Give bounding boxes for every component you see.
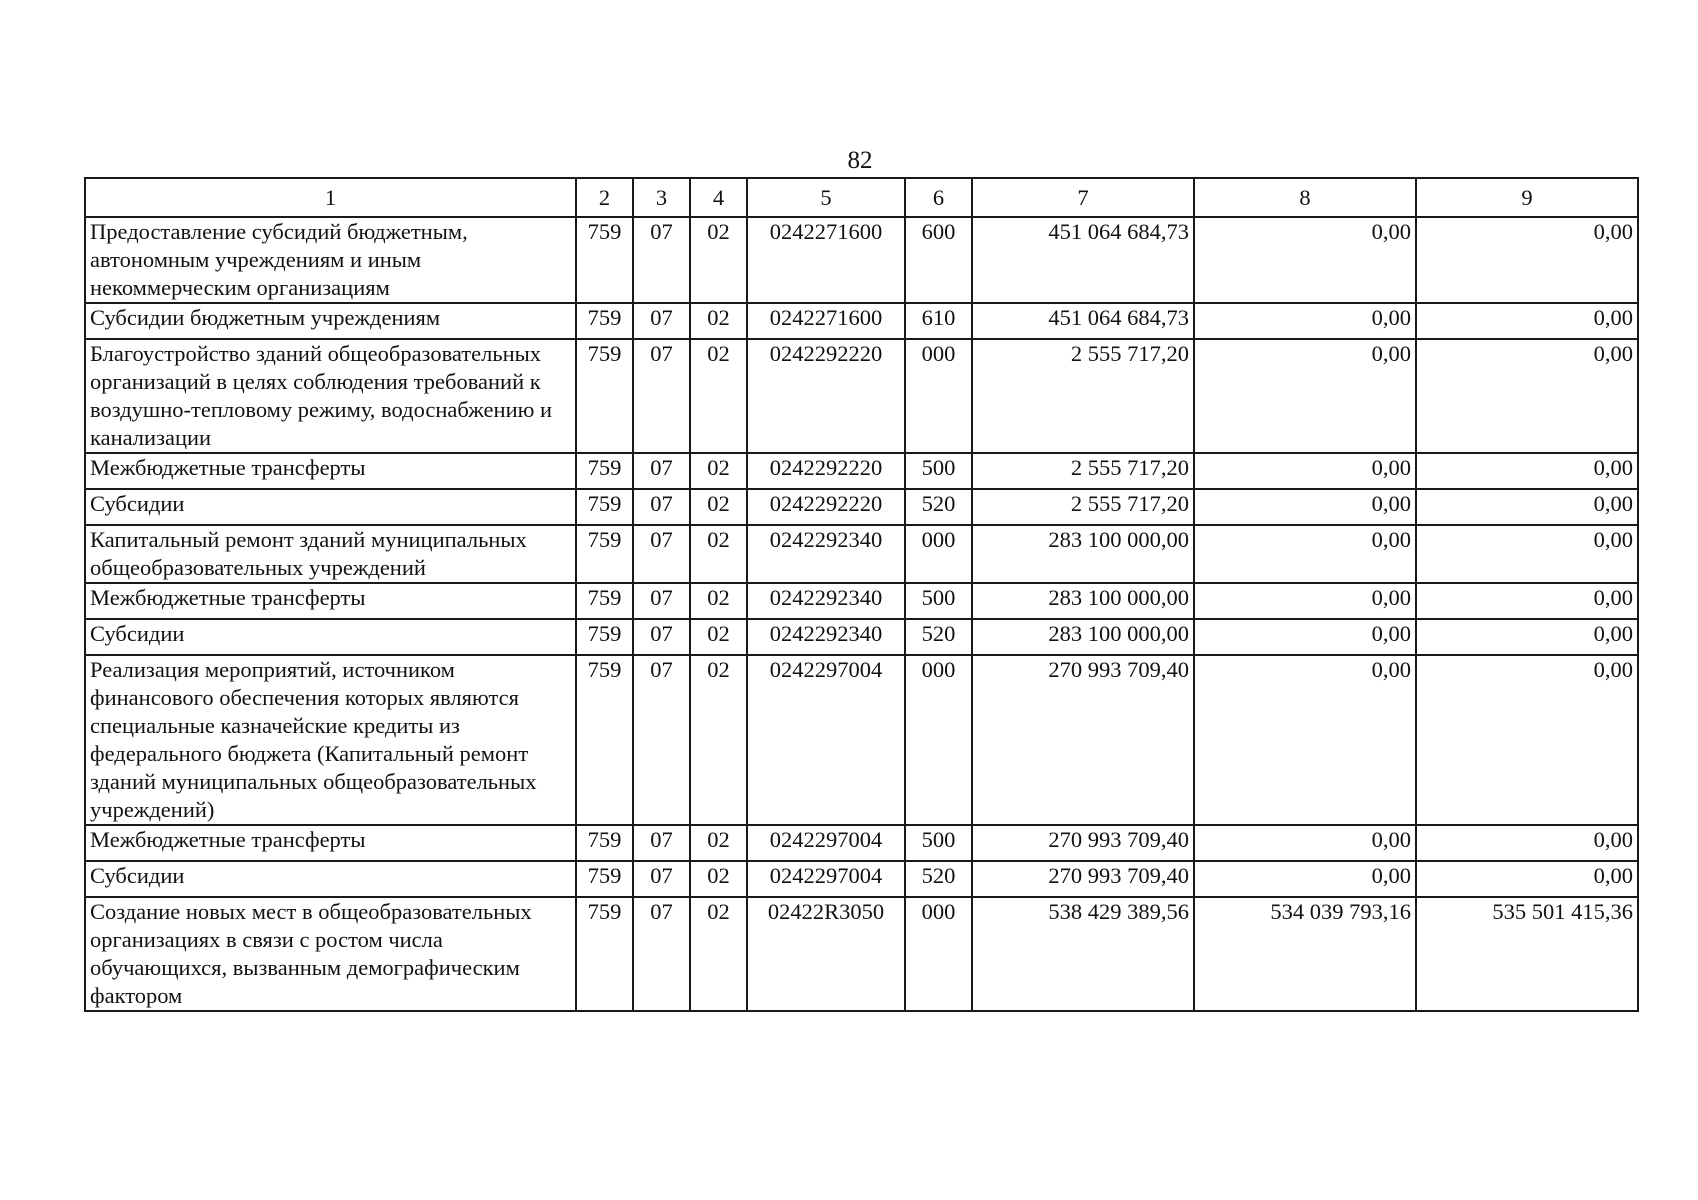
row-col-8: 0,00 [1194,619,1416,655]
row-name: Благоустройство зданий общеобразовательных организаций в целях соблюдения требований к воздушно-тепловому режиму, водоснабжению и канализации [85,339,576,453]
row-col-4: 02 [690,897,747,1011]
table-row [85,303,1638,339]
table-row [85,489,1638,525]
row-col-9: 0,00 [1416,303,1638,339]
table-body [85,217,1638,1011]
row-col-4: 02 [690,217,747,303]
row-col-7: 270 993 709,40 [972,825,1194,861]
row-col-4: 02 [690,489,747,525]
row-col-4: 02 [690,861,747,897]
row-col-4: 02 [690,619,747,655]
row-col-5: 0242292220 [747,489,905,525]
row-col-7: 451 064 684,73 [972,217,1194,303]
row-name: Субсидии [85,861,576,897]
row-name: Межбюджетные трансферты [85,453,576,489]
row-col-6: 520 [905,619,972,655]
row-col-5: 0242271600 [747,303,905,339]
row-name: Предоставление субсидий бюджетным, автономным учреждениям и иным некоммерческим организациям [85,217,576,303]
row-col-3: 07 [633,655,690,825]
row-col-8: 0,00 [1194,825,1416,861]
row-col-2: 759 [576,525,633,583]
row-col-6: 610 [905,303,972,339]
row-col-6: 000 [905,525,972,583]
row-col-9: 0,00 [1416,655,1638,825]
header-col-7: 7 [972,178,1194,217]
row-col-8: 0,00 [1194,453,1416,489]
page-number: 82 [847,147,873,174]
row-col-5: 0242292340 [747,619,905,655]
row-col-5: 0242297004 [747,861,905,897]
row-col-4: 02 [690,583,747,619]
row-col-3: 07 [633,303,690,339]
row-col-3: 07 [633,489,690,525]
header-col-6: 6 [905,178,972,217]
row-col-9: 535 501 415,36 [1416,897,1638,1011]
row-col-2: 759 [576,655,633,825]
row-col-8: 0,00 [1194,525,1416,583]
row-col-5: 0242292220 [747,339,905,453]
table-row [85,583,1638,619]
row-col-5: 0242292220 [747,453,905,489]
row-col-7: 2 555 717,20 [972,453,1194,489]
row-col-5: 0242271600 [747,217,905,303]
budget-table [84,177,1639,1012]
row-col-9: 0,00 [1416,525,1638,583]
row-col-6: 500 [905,583,972,619]
row-col-8: 0,00 [1194,655,1416,825]
row-col-8: 0,00 [1194,217,1416,303]
header-row [85,178,1638,217]
row-col-2: 759 [576,217,633,303]
table-row [85,339,1638,453]
table-row [85,217,1638,303]
row-col-3: 07 [633,217,690,303]
row-col-8: 0,00 [1194,489,1416,525]
row-col-5: 0242297004 [747,825,905,861]
row-col-4: 02 [690,525,747,583]
row-col-3: 07 [633,453,690,489]
row-col-4: 02 [690,453,747,489]
row-name: Межбюджетные трансферты [85,825,576,861]
row-col-8: 0,00 [1194,303,1416,339]
row-name: Создание новых мест в общеобразовательных организациях в связи с ростом числа обучающихся, вызванным демографическим фактором [85,897,576,1011]
row-col-6: 520 [905,861,972,897]
table-row [85,825,1638,861]
row-name: Реализация мероприятий, источником финансового обеспечения которых являются специальные казначейские кредиты из федерального бюджета (Капитальный ремонт зданий муниципальных общеобразовательных учреждений) [85,655,576,825]
row-col-2: 759 [576,583,633,619]
row-col-6: 000 [905,655,972,825]
row-col-3: 07 [633,897,690,1011]
row-col-2: 759 [576,825,633,861]
row-col-7: 283 100 000,00 [972,583,1194,619]
row-col-6: 000 [905,339,972,453]
row-col-5: 0242292340 [747,525,905,583]
row-col-9: 0,00 [1416,339,1638,453]
table-row [85,655,1638,825]
row-col-7: 270 993 709,40 [972,655,1194,825]
row-col-9: 0,00 [1416,861,1638,897]
row-col-8: 0,00 [1194,583,1416,619]
header-col-9: 9 [1416,178,1638,217]
row-col-9: 0,00 [1416,489,1638,525]
row-col-2: 759 [576,861,633,897]
row-col-8: 534 039 793,16 [1194,897,1416,1011]
row-name: Межбюджетные трансферты [85,583,576,619]
row-col-6: 000 [905,897,972,1011]
row-name: Субсидии бюджетным учреждениям [85,303,576,339]
row-col-2: 759 [576,619,633,655]
row-col-2: 759 [576,339,633,453]
row-col-2: 759 [576,453,633,489]
row-col-9: 0,00 [1416,825,1638,861]
row-col-4: 02 [690,339,747,453]
row-col-6: 600 [905,217,972,303]
row-name: Капитальный ремонт зданий муниципальных общеобразовательных учреждений [85,525,576,583]
row-col-7: 283 100 000,00 [972,619,1194,655]
table-row [85,619,1638,655]
row-name: Субсидии [85,489,576,525]
header-col-8: 8 [1194,178,1416,217]
row-col-7: 2 555 717,20 [972,489,1194,525]
row-col-4: 02 [690,655,747,825]
table-header [85,178,1638,217]
header-col-4: 4 [690,178,747,217]
row-col-2: 759 [576,897,633,1011]
header-col-2: 2 [576,178,633,217]
row-col-4: 02 [690,825,747,861]
row-col-9: 0,00 [1416,619,1638,655]
row-name: Субсидии [85,619,576,655]
row-col-6: 520 [905,489,972,525]
table-row [85,453,1638,489]
row-col-9: 0,00 [1416,583,1638,619]
row-col-9: 0,00 [1416,453,1638,489]
row-col-7: 451 064 684,73 [972,303,1194,339]
table-row [85,525,1638,583]
row-col-6: 500 [905,453,972,489]
row-col-3: 07 [633,825,690,861]
row-col-2: 759 [576,489,633,525]
header-col-5: 5 [747,178,905,217]
row-col-8: 0,00 [1194,339,1416,453]
row-col-2: 759 [576,303,633,339]
header-col-3: 3 [633,178,690,217]
row-col-5: 0242297004 [747,655,905,825]
row-col-5: 0242292340 [747,583,905,619]
row-col-8: 0,00 [1194,861,1416,897]
row-col-5: 02422R3050 [747,897,905,1011]
row-col-7: 2 555 717,20 [972,339,1194,453]
row-col-6: 500 [905,825,972,861]
row-col-3: 07 [633,339,690,453]
row-col-3: 07 [633,619,690,655]
row-col-7: 270 993 709,40 [972,861,1194,897]
row-col-7: 538 429 389,56 [972,897,1194,1011]
row-col-7: 283 100 000,00 [972,525,1194,583]
row-col-3: 07 [633,861,690,897]
table-row [85,897,1638,1011]
row-col-9: 0,00 [1416,217,1638,303]
row-col-4: 02 [690,303,747,339]
row-col-3: 07 [633,583,690,619]
table-row [85,861,1638,897]
row-col-3: 07 [633,525,690,583]
header-col-1: 1 [85,178,576,217]
